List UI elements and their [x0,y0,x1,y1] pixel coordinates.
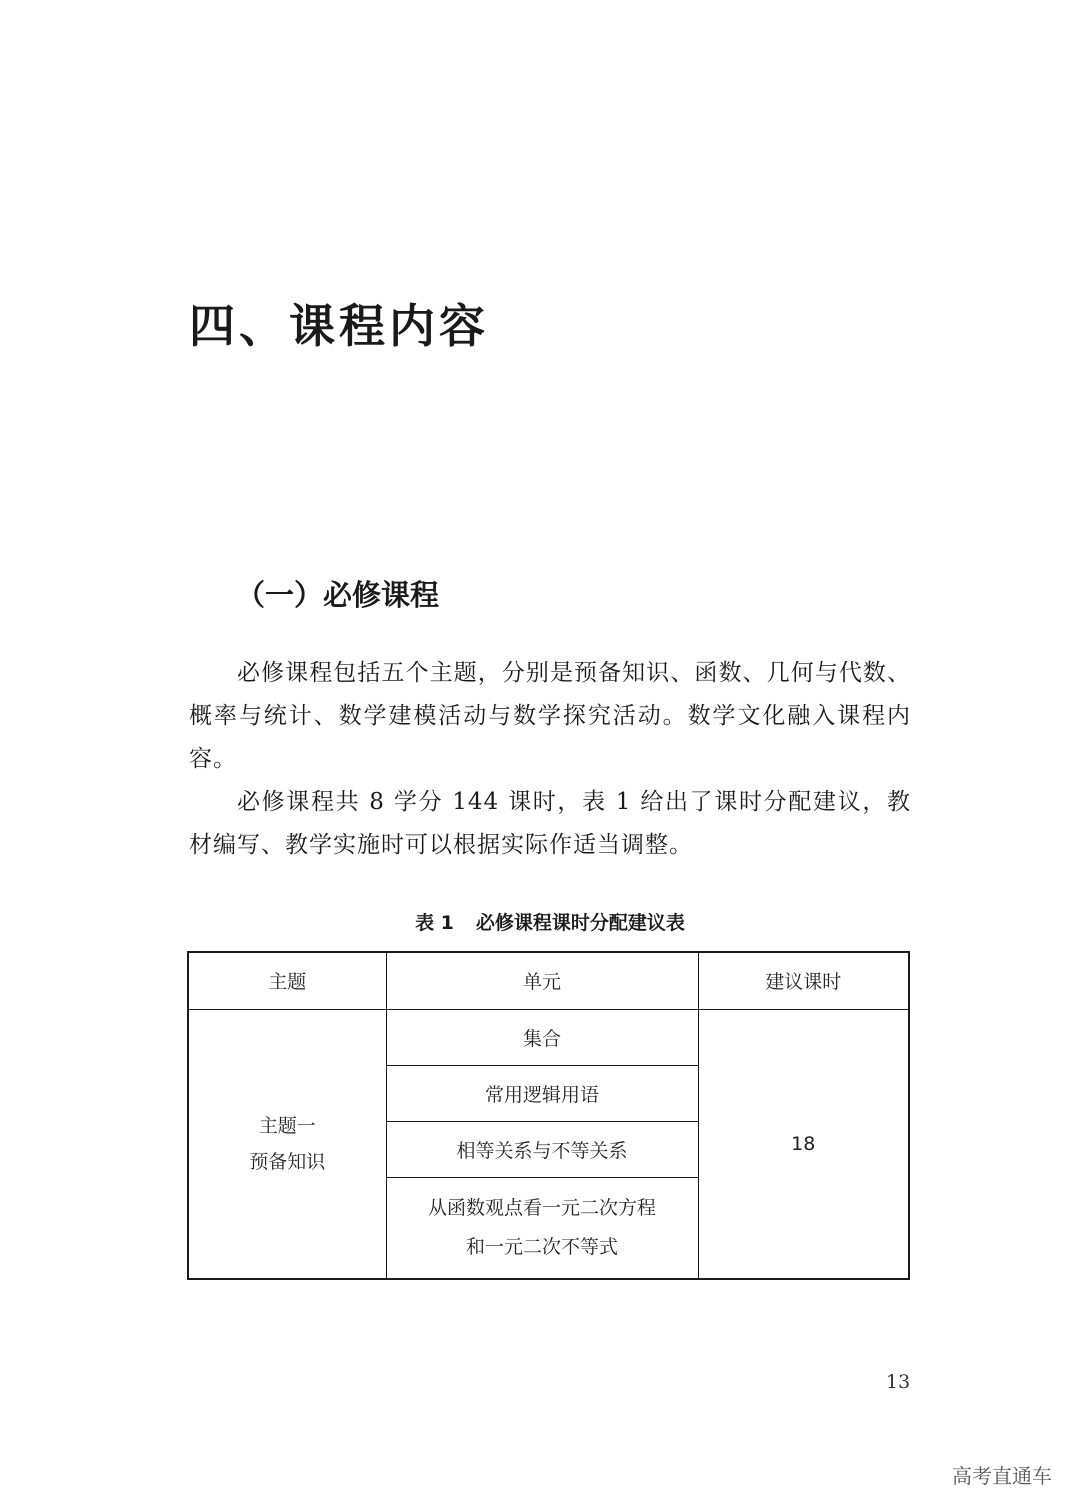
unit-line: 从函数观点看一元二次方程 [427,1196,656,1219]
body-text [189,652,911,867]
hours-cell: 18 [698,1009,909,1279]
table-row [188,1009,909,1065]
section-title: （一）必修课程 [236,578,440,612]
unit-line: 和一元二次不等式 [465,1235,618,1258]
unit-cell: 常用逻辑用语 [386,1065,698,1121]
paragraph: 必修课程包括五个主题，分别是预备知识、函数、几何与代数、概率与统计、数学建模活动与数学探究活动。数学文化融入课程内容。 [189,660,911,772]
paragraph: 必修课程共 8 学分 144 课时，表 1 给出了课时分配建议，教材编写、教学实施时可以根据实际作适当调整。 [189,789,911,858]
unit-cell: 相等关系与不等关系 [386,1121,698,1177]
unit-cell [386,1177,698,1279]
topic-cell [188,1009,386,1279]
watermark: 高考直通车 [952,1464,1052,1488]
topic-line: 预备知识 [249,1150,326,1173]
table-caption-text: 必修课程课时分配建议表 [475,912,685,934]
header-topic: 主题 [188,952,386,1009]
table-caption [0,908,1080,938]
page-number: 13 [886,1371,911,1393]
header-unit: 单元 [386,952,698,1009]
unit-cell: 集合 [386,1009,698,1065]
course-hours-table [187,951,910,1280]
table-header-row [188,952,909,1009]
header-hours: 建议课时 [698,952,909,1009]
topic-line: 主题一 [258,1114,316,1137]
table-caption-number: 表 1 [415,912,454,934]
chapter-title: 四、课程内容 [189,299,489,353]
